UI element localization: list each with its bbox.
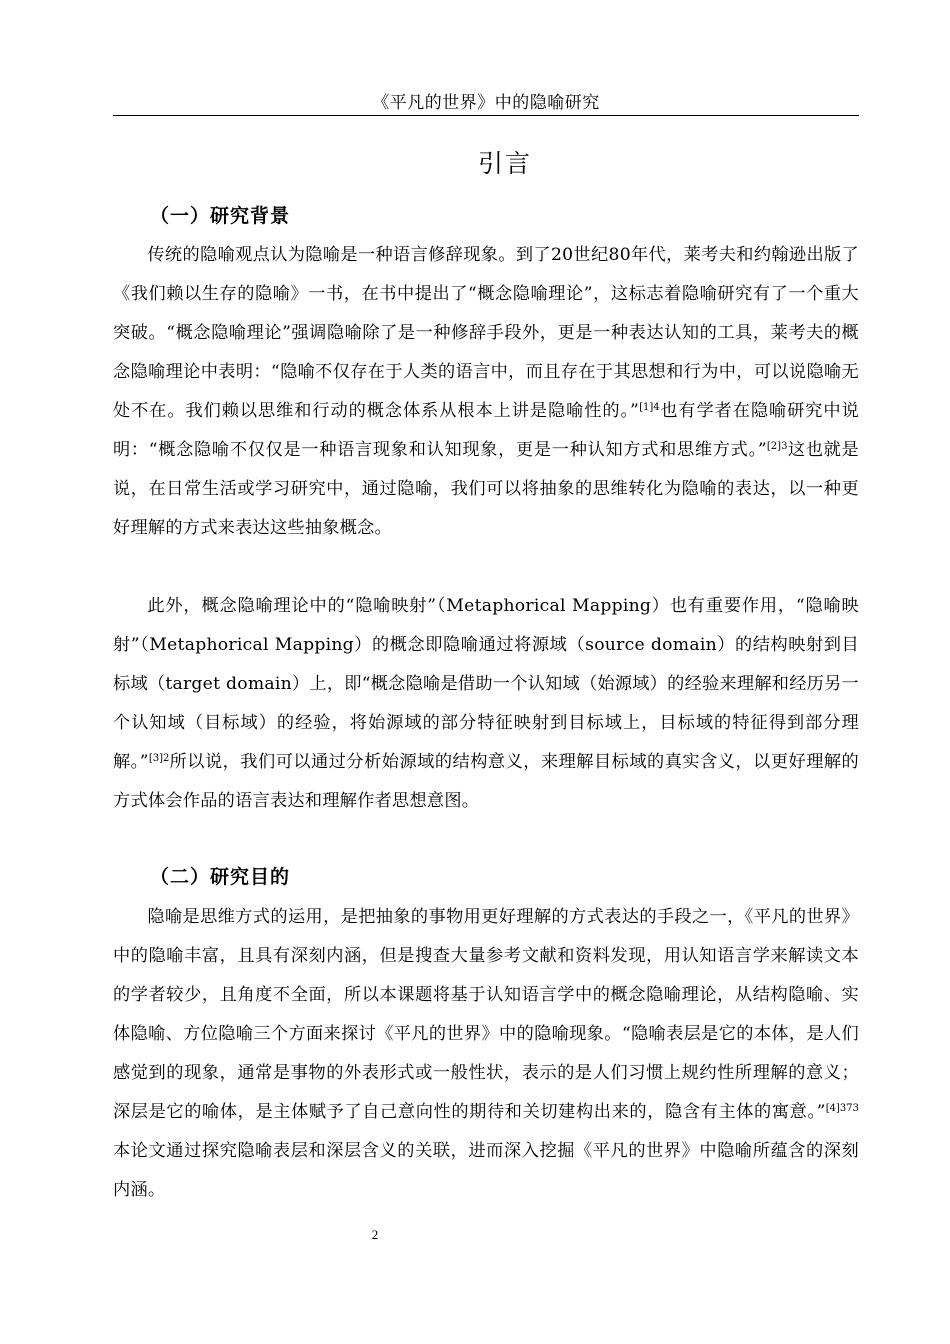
paragraph-text: 传统的隐喻观点认为隐喻是一种语言修辞现象。到了20世纪80年代，莱考夫和约翰逊出版了《我们赖以生存的隐喻》一书，在书中提出了“概念隐喻理论”，这标志着隐喻研究有了一个重大突破。“概念隐喻理论”强调隐喻除了是一种修辞手段外，更是一种表达认知的工具，莱考夫的概念隐喻理论中表明：“隐喻不仅存在于人类的语言中，而且存在于其思想和行为中，可以说隐喻无处不在。我们赖以思维和行动的概念体系从根本上讲是隐喻性的。” (113, 245, 859, 421)
paragraph-text: 本论文通过探究隐喻表层和深层含义的关联，进而深入挖掘《平凡的世界》中隐喻所蕴含的深刻内涵。 (113, 1141, 859, 1200)
citation-marker: [1]4 (639, 402, 660, 413)
chapter-title: 引言 (477, 149, 532, 178)
header-rule (113, 115, 859, 116)
citation-marker: [2]3 (766, 441, 788, 452)
paragraph-text: 此外，概念隐喻理论中的“隐喻映射”（Metaphorical Mapping）也有重要作用，“隐喻映射”（Metaphorical Mapping）的概念即隐喻通过将源域（source domain）的结构映射到目标域（target domain）上，即“概念隐喻是借助一个认知域（始源域）的经验来理解和经历另一个认知域（目标域）的经验，将始源域的部分特征映射到目标域上，目标域的特征得到部分理解。” (113, 596, 859, 772)
paragraph-text: 隐喻是思维方式的运用，是把抽象的事物用更好理解的方式表达的手段之一，《平凡的世界》中的隐喻丰富，且具有深刻内涵，但是搜查大量参考文献和资料发现，用认知语言学来解读文本的学者较少，且角度不全面，所以本课题将基于认知语言学中的概念隐喻理论，从结构隐喻、实体隐喻、方位隐喻三个方面来探讨《平凡的世界》中的隐喻现象。“隐喻表层是它的本体，是人们感觉到的现象，通常是事物的外表形式或一般性状，表示的是人们习惯上规约性所理解的意义；深层是它的喻体，是主体赋予了自己意向性的期待和关切建构出来的，隐含有主体的寓意。” (113, 907, 859, 1122)
paragraph-purpose-1 (113, 898, 859, 1210)
paragraph-text: 也有学者在隐喻研究中说明：“概念隐喻不仅仅是一种语言现象和认知现象，更是一种认知方式和思维方式。” (113, 401, 859, 460)
section-heading-background: （一）研究背景 (150, 205, 291, 227)
citation-marker: [4]373 (825, 1103, 859, 1114)
paragraph-background-2 (113, 587, 859, 821)
paragraph-text: 这也就是说，在日常生活或学习研究中，通过隐喻，我们可以将抽象的思维转化为隐喻的表达，以一种更好理解的方式来表达这些抽象概念。 (113, 440, 859, 538)
section-heading-purpose: （二）研究目的 (150, 866, 291, 888)
running-header: 《平凡的世界》中的隐喻研究 (372, 93, 600, 113)
paragraph-text: 所以说，我们可以通过分析始源域的结构意义，来理解目标域的真实含义，以更好理解的方式体会作品的语言表达和理解作者思想意图。 (113, 752, 859, 811)
paragraph-background-1 (113, 236, 859, 548)
page-number: 2 (371, 1227, 379, 1242)
citation-marker: [3]2 (148, 753, 170, 764)
